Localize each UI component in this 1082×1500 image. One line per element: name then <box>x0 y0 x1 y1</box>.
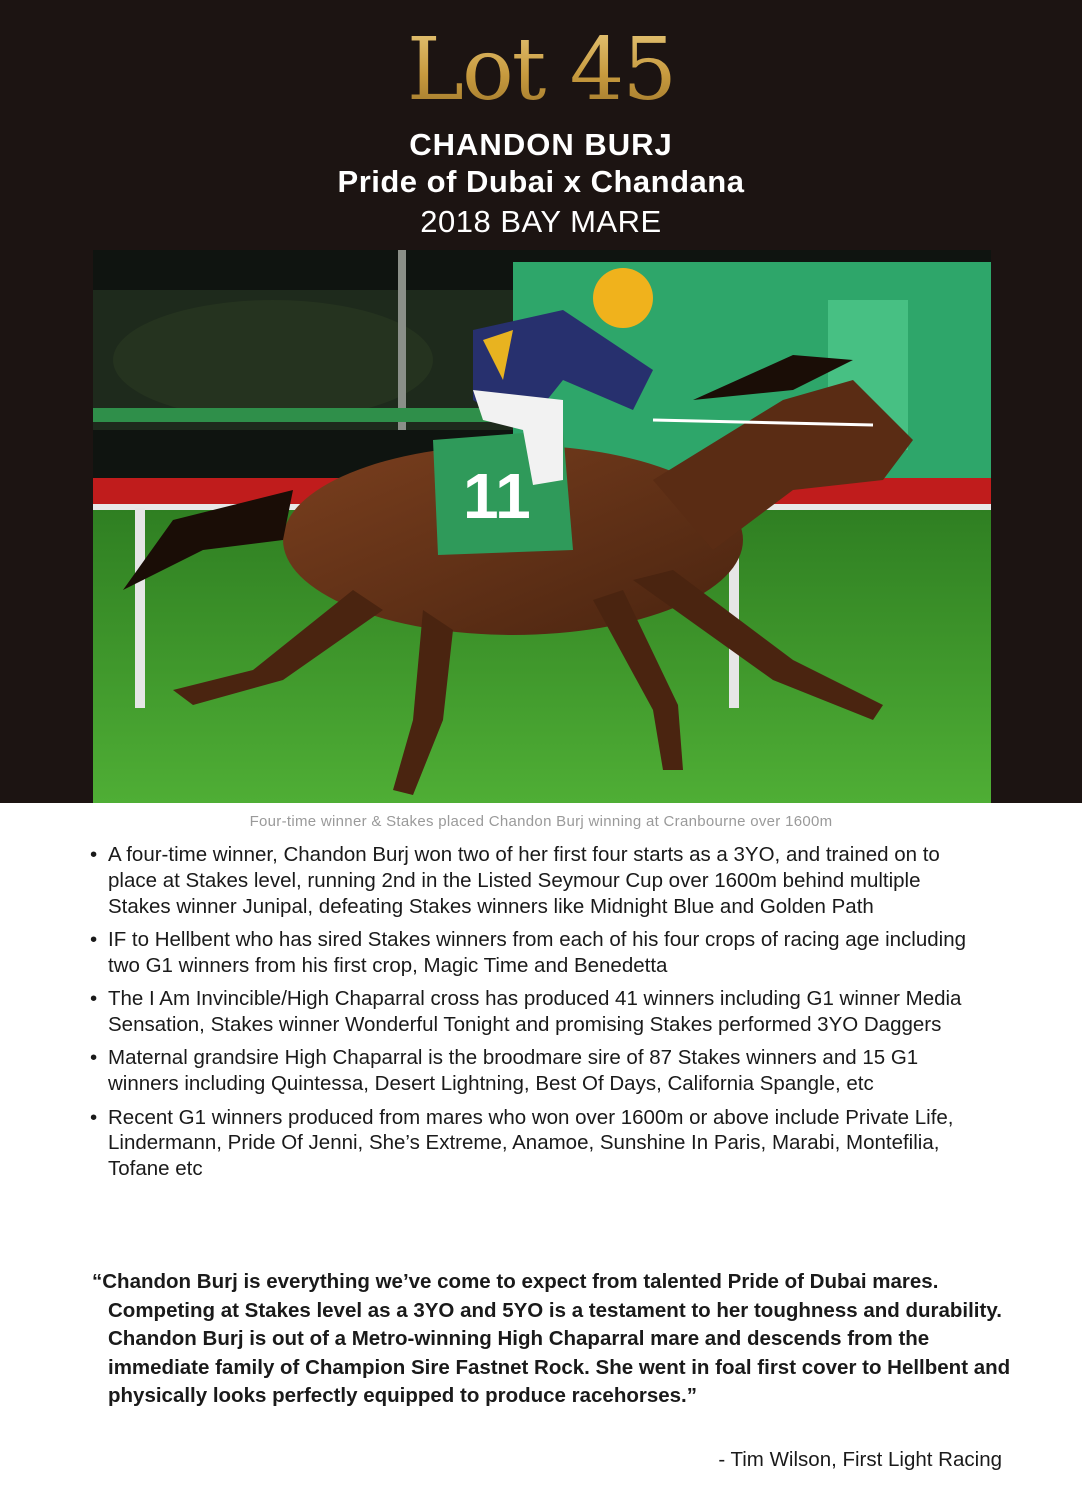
horse-description: 2018 BAY MARE <box>420 204 662 239</box>
bullet-glyph: • <box>90 843 98 866</box>
list-item <box>88 986 988 1038</box>
photo-caption: Four-time winner & Stakes placed Chandon Burj winning at Cranbourne over 1600m <box>249 813 833 830</box>
quote-attribution: - Tim Wilson, First Light Racing <box>718 1448 1002 1471</box>
bullet-glyph: • <box>90 1046 98 1070</box>
list-item <box>88 842 988 919</box>
pedigree: Pride of Dubai x Chandana <box>337 164 745 199</box>
list-item-text: A four-time winner, Chandon Burj won two of her first four starts as a 3YO, and trained on to place at Stakes level, running 2nd in the Listed Seymour Cup over 1600m behind multiple Stakes winner Junipal, defeating Stakes winners like Midnight Blue and Golden Path <box>108 843 940 918</box>
list-item-text: The I Am Invincible/High Chaparral cross has produced 41 winners including G1 winner Media Sensation, Stakes winner Wonderful Tonight and promising Stakes performed 3YO Daggers <box>108 987 962 1036</box>
list-item <box>88 927 988 979</box>
race-photo <box>93 250 991 803</box>
list-item-text: Recent G1 winners produced from mares who won over 1600m or above include Private Life, Lindermann, Pride Of Jenni, She’s Extreme, Anamoe, Sunshine In Paris, Marabi, Montefilia, Tofane etc <box>108 1105 954 1181</box>
highlights-list <box>88 842 988 1190</box>
lot-number: Lot 45 <box>0 22 1082 118</box>
list-item <box>88 1105 988 1182</box>
testimonial-quote: “Chandon Burj is everything we’ve come to expect from talented Pride of Dubai mares. Competing at Stakes level as a 3YO and 5YO is a testament to her toughness and durability. Chandon Burj is out of a Metro-winning High Chaparral mare and descends from the immediate family of Champion Sire Fastnet Rock. She went in foal first cover to Hellbent and physically looks perfectly equipped to produce racehorses.” <box>92 1270 1011 1408</box>
bullet-glyph: • <box>90 927 98 951</box>
list-item-text: Maternal grandsire High Chaparral is the broodmare sire of 87 Stakes winners and 15 G1 winners including Quintessa, Desert Lightning, Best Of Days, California Spangle, etc <box>108 1046 919 1096</box>
bullet-glyph: • <box>90 987 98 1011</box>
bullet-glyph: • <box>90 1105 98 1129</box>
saddlecloth-number: 11 <box>463 460 531 532</box>
list-item <box>88 1045 988 1097</box>
horse-name: CHANDON BURJ <box>409 127 673 162</box>
list-item-text: IF to Hellbent who has sired Stakes winners from each of his four crops of racing age including two G1 winners from his first crop, Magic Time and Benedetta <box>108 927 967 977</box>
